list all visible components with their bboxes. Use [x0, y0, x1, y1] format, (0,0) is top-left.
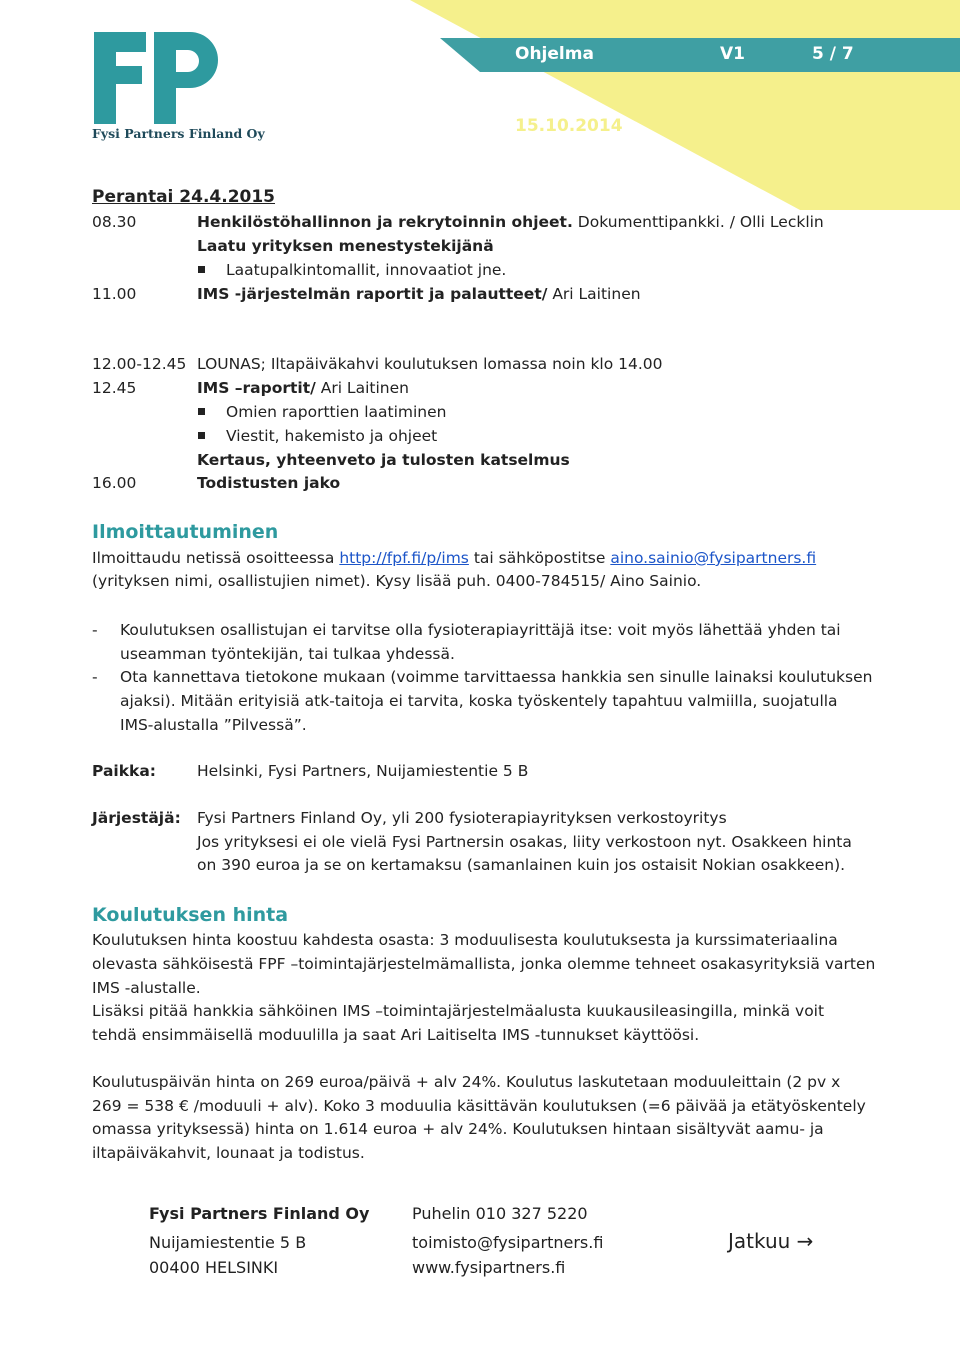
continue-label: Jatkuu → — [728, 1229, 814, 1253]
schedule-bullet-text: Viestit, hakemisto ja ohjeet — [226, 427, 438, 445]
registration-heading: Ilmoittautuminen — [92, 521, 279, 543]
bullet-icon — [198, 408, 205, 415]
price-text: Lisäksi pitää hankkia sähköinen IMS –toimintajärjestelmäalusta kuukausileasingilla, minkä voit — [92, 1002, 825, 1020]
price-text: omassa yrityksessä) hinta on 1.614 euroa + alv 24%. Koulutuksen hintaan sisältyvät aamu- ja — [92, 1120, 824, 1138]
footer-website[interactable]: www.fysipartners.fi — [412, 1258, 566, 1277]
registration-text: Ilmoittaudu netissä osoitteessa — [92, 549, 340, 567]
schedule-item-title: Henkilöstöhallinnon ja rekrytoinnin ohjeet. — [197, 213, 573, 231]
price-text: olevasta sähköisestä FPF –toimintajärjestelmämallista, jonka olemme tehneet osakasyrityksiä varten — [92, 955, 876, 973]
footer-company: Fysi Partners Finland Oy — [149, 1204, 370, 1223]
schedule-item-detail: Dokumenttipankki. / Olli Lecklin — [572, 213, 824, 231]
schedule-item-title: Laatu yrityksen menestystekijänä — [197, 237, 494, 255]
organizer-label: Järjestäjä: — [92, 809, 181, 827]
schedule-bullet-text: Omien raporttien laatiminen — [226, 403, 447, 421]
price-text: Koulutuspäivän hinta on 269 euroa/päivä + alv 24%. Koulutus laskutetaan moduuleittain (2 pv x — [92, 1073, 841, 1091]
schedule-item — [197, 213, 824, 231]
schedule-time: 16.00 — [92, 474, 137, 492]
schedule-item-detail: Ari Laitinen — [547, 285, 641, 303]
header-date: 15.10.2014 — [515, 116, 623, 136]
place-value: Helsinki, Fysi Partners, Nuijamiestentie 5 B — [197, 762, 529, 780]
price-text: tehdä ensimmäisellä moduulilla ja saat Ari Laitiselta IMS -tunnukset käyttöösi. — [92, 1026, 700, 1044]
note-text: Ota kannettava tietokone mukaan (voimme tarvittaessa hankkia sen sinulle lainaksi koulutuksen — [120, 668, 873, 686]
note-dash: - — [92, 668, 98, 686]
header-version: V1 — [720, 44, 745, 64]
bullet-icon — [198, 266, 205, 273]
registration-line — [92, 549, 816, 567]
schedule-item-detail: LOUNAS; Iltapäiväkahvi koulutuksen lomassa noin klo 14.00 — [197, 355, 663, 373]
price-text: iltapäiväkahvit, lounaat ja todistus. — [92, 1144, 365, 1162]
place-label: Paikka: — [92, 762, 156, 780]
schedule-item-detail: Ari Laitinen — [315, 379, 409, 397]
price-heading: Koulutuksen hinta — [92, 904, 289, 926]
note-dash: - — [92, 621, 98, 639]
footer-phone: Puhelin 010 327 5220 — [412, 1204, 588, 1223]
registration-link[interactable]: http://fpf.fi/p/ims — [339, 549, 469, 567]
schedule-item-title: IMS -järjestelmän raportit ja palautteet/ — [197, 285, 548, 303]
day-heading: Perantai 24.4.2015 — [92, 187, 276, 207]
footer-address: Nuijamiestentie 5 B — [149, 1233, 307, 1252]
footer-postal: 00400 HELSINKI — [149, 1258, 279, 1277]
organizer-text: Fysi Partners Finland Oy, yli 200 fysioterapiayrityksen verkostoyritys — [197, 809, 727, 827]
note-text: useamman työntekijän, tai tulkaa yhdessä. — [120, 645, 455, 663]
schedule-item-title: Kertaus, yhteenveto ja tulosten katselmus — [197, 451, 570, 469]
schedule-item-title: IMS –raportit/ — [197, 379, 316, 397]
company-logo — [92, 28, 224, 132]
price-text: IMS -alustalle. — [92, 979, 201, 997]
header-title: Ohjelma — [515, 44, 594, 64]
schedule-time: 08.30 — [92, 213, 137, 231]
price-text: Koulutuksen hinta koostuu kahdesta osasta: 3 moduulisesta koulutuksesta ja kurssimateriaalina — [92, 931, 838, 949]
schedule-item — [197, 379, 409, 397]
header-page-number: 5 / 7 — [812, 44, 854, 64]
fp-logo-icon — [92, 28, 224, 128]
schedule-item-title: Todistusten jako — [197, 474, 341, 492]
price-text: 269 = 538 € /moduuli + alv). Koko 3 moduulia käsittävän koulutuksen (=6 päivää ja etätyöskentely — [92, 1097, 866, 1115]
registration-email-link[interactable]: aino.sainio@fysipartners.fi — [610, 549, 817, 567]
schedule-time: 12.00-12.45 — [92, 355, 187, 373]
schedule-bullet-text: Laatupalkintomallit, innovaatiot jne. — [226, 261, 507, 279]
footer-email[interactable]: toimisto@fysipartners.fi — [412, 1233, 604, 1252]
registration-line: (yrityksen nimi, osallistujien nimet). Kysy lisää puh. 0400-784515/ Aino Sainio. — [92, 572, 702, 590]
organizer-text: Jos yrityksesi ei ole vielä Fysi Partnersin osakas, liity verkostoon nyt. Osakkeen hinta — [197, 833, 852, 851]
schedule-time: 12.45 — [92, 379, 137, 397]
bullet-icon — [198, 432, 205, 439]
schedule-time: 11.00 — [92, 285, 137, 303]
schedule-item — [197, 285, 641, 303]
yellow-band-shape — [410, 0, 960, 210]
logo-company-name: Fysi Partners Finland Oy — [92, 126, 265, 141]
note-text: Koulutuksen osallistujan ei tarvitse olla fysioterapiayrittäjä itse: voit myös lähettää yhden tai — [120, 621, 841, 639]
note-text: IMS-alustalla ”Pilvessä”. — [120, 716, 307, 734]
organizer-text: on 390 euroa ja se on kertamaksu (samanlainen kuin jos ostaisit Nokian osakkeen). — [197, 856, 846, 874]
registration-text: tai sähköpostitse — [468, 549, 611, 567]
note-text: ajaksi). Mitään erityisiä atk-taitoja ei tarvita, koska työskentely tapahtuu valmiilla, suojatulla — [120, 692, 838, 710]
